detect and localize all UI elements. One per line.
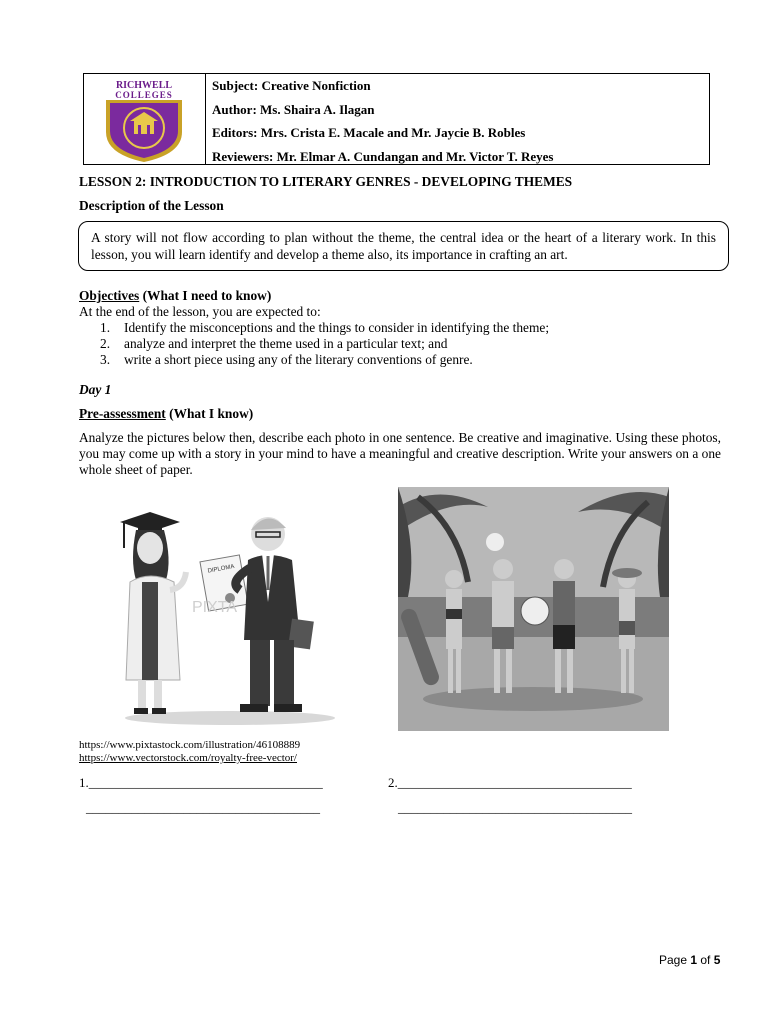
objectives-list xyxy=(100,320,549,368)
pre-assessment-heading xyxy=(79,406,253,422)
svg-text:RICHWELL: RICHWELL xyxy=(115,80,173,91)
objectives-title: Objectives xyxy=(79,288,140,303)
header-table xyxy=(83,73,710,165)
reviewers-line: Reviewers: Mr. Elmar A. Cundangan and Mr. Victor T. Reyes xyxy=(212,148,554,164)
svg-text:PIXTA: PIXTA xyxy=(192,599,238,616)
answer-line-2b[interactable]: ____________________________________ xyxy=(398,800,632,815)
description-heading: Description of the Lesson xyxy=(79,198,224,213)
author-line: Author: Ms. Shaira A. Ilagan xyxy=(212,101,375,117)
page-number: Page 1 of 5 xyxy=(659,953,721,967)
pre-assessment-instructions: Analyze the pictures below then, describe each photo in one sentence. Be creative and imaginative. Using these photos, you may come up with a story in your mind to have a meaningful and creative description. Write your answers on a one whole sheet of paper. xyxy=(79,430,721,477)
source-link-2[interactable]: https://www.vectorstock.com/royalty-free-vector/ xyxy=(79,752,297,764)
objectives-subtitle: (What I need to know) xyxy=(139,288,272,303)
beach-illustration xyxy=(398,487,669,731)
objective-item: 3. write a short piece using any of the literary conventions of genre. xyxy=(100,352,473,367)
svg-text:COLLEGES: COLLEGES xyxy=(115,90,173,100)
objective-item: 1. Identify the misconceptions and the things to consider in identifying the theme; xyxy=(100,320,550,335)
lesson-title: LESSON 2: INTRODUCTION TO LITERARY GENRES - DEVELOPING THEMES xyxy=(79,174,573,189)
answer-line-2[interactable]: 2.____________________________________ xyxy=(388,775,632,790)
objective-item: 2. analyze and interpret the theme used in a particular text; and xyxy=(100,336,448,351)
pre-assessment-title: Pre-assessment xyxy=(79,406,166,421)
day-label: Day 1 xyxy=(79,382,112,397)
header-info xyxy=(212,74,554,168)
logo-cell xyxy=(84,74,206,164)
answer-line-1[interactable]: 1.____________________________________ xyxy=(79,775,323,790)
subject-line: Subject: Creative Nonfiction xyxy=(212,78,371,93)
description-box: A story will not flow according to plan without the theme, the central idea or the heart of a literary work. In this lesson, you will learn identify and develop a theme also, its importance in crafting an art. xyxy=(78,221,729,271)
svg-text:DIPLOMA: DIPLOMA xyxy=(207,563,235,575)
source-link-1[interactable]: https://www.pixtastock.com/illustration/46108889 xyxy=(79,739,301,751)
pre-assessment-subtitle: (What I know) xyxy=(165,406,254,421)
graduation-illustration xyxy=(110,490,350,730)
editors-line: Editors: Mrs. Crista E. Macale and Mr. Jaycie B. Robles xyxy=(212,125,526,140)
richwell-logo xyxy=(84,74,205,164)
objectives-heading xyxy=(79,288,271,304)
objectives-intro: At the end of the lesson, you are expected to: xyxy=(79,304,321,319)
answer-line-1b[interactable]: ____________________________________ xyxy=(86,800,320,815)
